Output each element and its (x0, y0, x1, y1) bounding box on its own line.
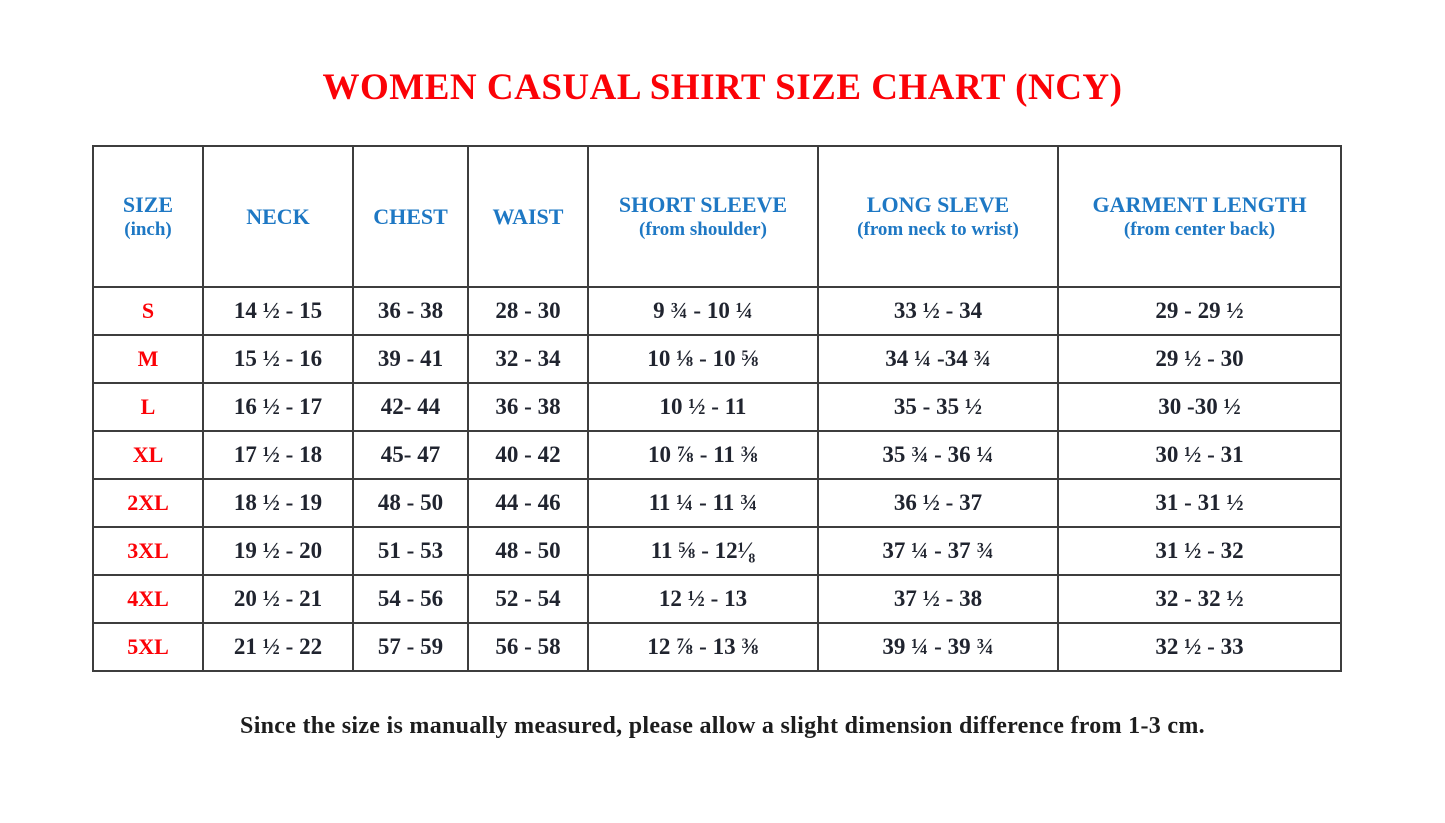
column-label: NECK (246, 203, 310, 229)
column-label: GARMENT LENGTH (1092, 191, 1307, 217)
neck-cell: 15 ½ - 16 (203, 335, 353, 383)
chest-cell: 45- 47 (353, 431, 468, 479)
waist-cell: 44 - 46 (468, 479, 588, 527)
short-sleeve-cell: 10 ⅛ - 10 ⅝ (588, 335, 818, 383)
waist-cell: 56 - 58 (468, 623, 588, 671)
garment-length-cell: 31 ½ - 32 (1058, 527, 1341, 575)
long-sleeve-cell: 36 ½ - 37 (818, 479, 1058, 527)
short-sleeve-cell: 10 ⅞ - 11 ⅜ (588, 431, 818, 479)
neck-cell: 21 ½ - 22 (203, 623, 353, 671)
neck-cell: 20 ½ - 21 (203, 575, 353, 623)
neck-cell: 14 ½ - 15 (203, 287, 353, 335)
column-header-size (93, 146, 203, 287)
long-sleeve-cell: 33 ½ - 34 (818, 287, 1058, 335)
table-row (93, 479, 1341, 527)
size-table-body (93, 287, 1341, 671)
long-sleeve-cell: 37 ¼ - 37 ¾ (818, 527, 1058, 575)
chest-cell: 57 - 59 (353, 623, 468, 671)
column-sublabel: (inch) (124, 219, 172, 241)
long-sleeve-cell: 39 ¼ - 39 ¾ (818, 623, 1058, 671)
table-row (93, 623, 1341, 671)
neck-cell: 19 ½ - 20 (203, 527, 353, 575)
long-sleeve-cell: 37 ½ - 38 (818, 575, 1058, 623)
size-label-cell: M (93, 335, 203, 383)
long-sleeve-cell: 34 ¼ -34 ¾ (818, 335, 1058, 383)
waist-cell: 28 - 30 (468, 287, 588, 335)
short-sleeve-cell: 12 ⅞ - 13 ⅜ (588, 623, 818, 671)
chest-cell: 42- 44 (353, 383, 468, 431)
column-header-long-sleeve (818, 146, 1058, 287)
garment-length-cell: 29 ½ - 30 (1058, 335, 1341, 383)
column-header-neck (203, 146, 353, 287)
short-sleeve-cell: 12 ½ - 13 (588, 575, 818, 623)
column-header-garment-length (1058, 146, 1341, 287)
garment-length-cell: 31 - 31 ½ (1058, 479, 1341, 527)
size-label-cell: 4XL (93, 575, 203, 623)
table-row (93, 383, 1341, 431)
page-title: WOMEN CASUAL SHIRT SIZE CHART (NCY) (322, 67, 1123, 108)
short-sleeve-cell: 11 ⅝ - 12¹⁄₈ (588, 527, 818, 575)
chest-cell: 51 - 53 (353, 527, 468, 575)
chest-cell: 48 - 50 (353, 479, 468, 527)
table-row (93, 527, 1341, 575)
table-row (93, 431, 1341, 479)
waist-cell: 40 - 42 (468, 431, 588, 479)
column-header-waist (468, 146, 588, 287)
column-label: SHORT SLEEVE (618, 191, 788, 217)
garment-length-cell: 29 - 29 ½ (1058, 287, 1341, 335)
column-header-chest (353, 146, 468, 287)
garment-length-cell: 30 ½ - 31 (1058, 431, 1341, 479)
column-label: CHEST (373, 203, 448, 229)
neck-cell: 16 ½ - 17 (203, 383, 353, 431)
long-sleeve-cell: 35 - 35 ½ (818, 383, 1058, 431)
garment-length-cell: 32 ½ - 33 (1058, 623, 1341, 671)
column-label: SIZE (122, 191, 174, 217)
garment-length-cell: 30 -30 ½ (1058, 383, 1341, 431)
column-sublabel: (from neck to wrist) (857, 219, 1019, 241)
size-label-cell: L (93, 383, 203, 431)
column-label: WAIST (492, 203, 564, 229)
table-row (93, 287, 1341, 335)
column-header-short-sleeve (588, 146, 818, 287)
table-header (93, 146, 1341, 287)
measurement-disclaimer: Since the size is manually measured, please allow a slight dimension difference from 1-3 cm. (240, 713, 1205, 739)
chest-cell: 36 - 38 (353, 287, 468, 335)
waist-cell: 48 - 50 (468, 527, 588, 575)
header-row (93, 146, 1341, 287)
short-sleeve-cell: 11 ¼ - 11 ¾ (588, 479, 818, 527)
column-sublabel: (from shoulder) (639, 219, 767, 241)
neck-cell: 17 ½ - 18 (203, 431, 353, 479)
table-row (93, 575, 1341, 623)
waist-cell: 32 - 34 (468, 335, 588, 383)
neck-cell: 18 ½ - 19 (203, 479, 353, 527)
chest-cell: 39 - 41 (353, 335, 468, 383)
size-label-cell: S (93, 287, 203, 335)
short-sleeve-cell: 10 ½ - 11 (588, 383, 818, 431)
long-sleeve-cell: 35 ¾ - 36 ¼ (818, 431, 1058, 479)
size-label-cell: 3XL (93, 527, 203, 575)
size-label-cell: 2XL (93, 479, 203, 527)
short-sleeve-cell: 9 ¾ - 10 ¼ (588, 287, 818, 335)
chest-cell: 54 - 56 (353, 575, 468, 623)
size-label-cell: XL (93, 431, 203, 479)
garment-length-cell: 32 - 32 ½ (1058, 575, 1341, 623)
waist-cell: 52 - 54 (468, 575, 588, 623)
size-label-cell: 5XL (93, 623, 203, 671)
column-sublabel: (from center back) (1123, 219, 1276, 241)
table-row (93, 335, 1341, 383)
size-chart-table (92, 145, 1342, 672)
column-label: LONG SLEVE (866, 191, 1010, 217)
waist-cell: 36 - 38 (468, 383, 588, 431)
